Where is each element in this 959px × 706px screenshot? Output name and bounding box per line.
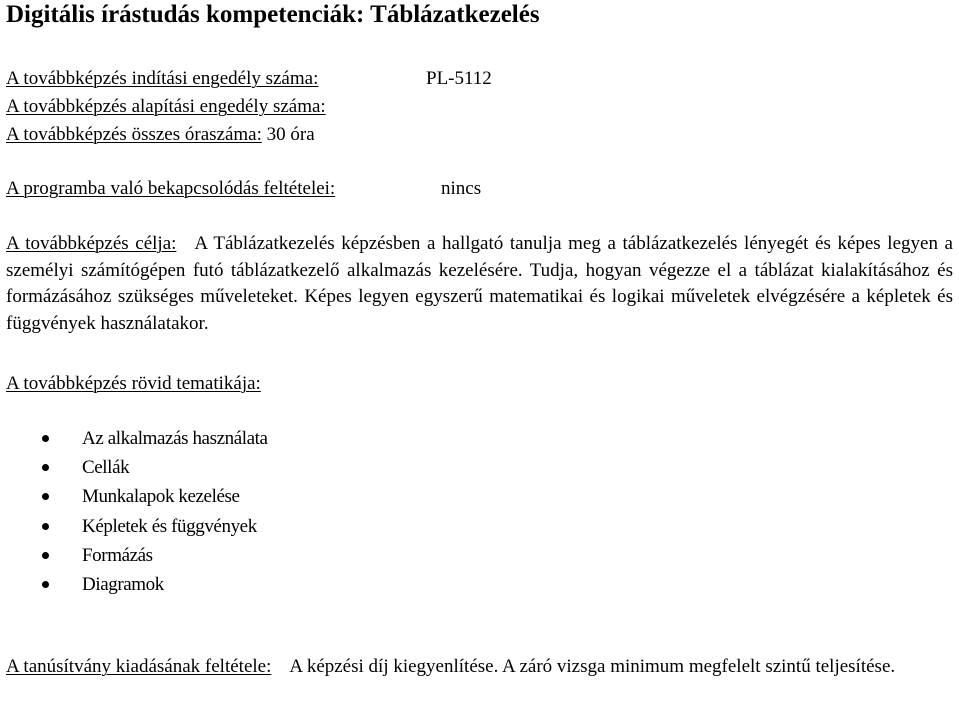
bullet-icon <box>42 581 49 588</box>
list-item <box>0 512 268 541</box>
bullet-icon <box>42 552 49 559</box>
list-item-text: Munkalapok kezelése <box>82 486 240 508</box>
founding-permit-label: A továbbképzés alapítási engedély száma: <box>6 96 326 117</box>
certificate-text: A képzési díj kiegyenlítése. A záró vizsga minimum megfelelt szintű teljesítése. <box>289 656 896 677</box>
certificate-label: A tanúsítvány kiadásának feltétele: <box>6 656 272 677</box>
list-item-text: Az alkalmazás használata <box>82 428 268 449</box>
bullet-icon <box>42 435 49 442</box>
bullet-icon <box>42 493 49 500</box>
certificate-paragraph <box>6 654 951 680</box>
topics-label: A továbbképzés rövid tematikája: <box>6 373 261 394</box>
total-hours-row <box>6 123 315 147</box>
entry-conditions-row <box>6 177 335 201</box>
total-hours-label: A továbbképzés összes óraszáma: <box>6 124 262 145</box>
bullet-icon <box>42 523 49 530</box>
start-permit-label: A továbbképzés indítási engedély száma: <box>6 68 319 89</box>
bullet-icon <box>42 464 49 471</box>
list-item <box>0 482 268 511</box>
list-item-text: Diagramok <box>82 573 164 595</box>
topics-heading-row <box>6 372 261 396</box>
list-item-text: Cellák <box>82 457 130 479</box>
goal-text: A Táblázatkezelés képzésben a hallgató tanulja meg a táblázatkezelés lényegét és képes legyen a személyi számítógépen futó táblázatkezelő alkalmazás kezelésére. Tudja, hogyan végezze el a táblázat kialakításához és formázásához szükséges műveleteket. Képes legyen egyszerű matematikai és logikai műveletek elvégzésére a képletek és függvények használatakor. <box>6 233 953 334</box>
total-hours-value: 30 óra <box>266 124 315 145</box>
start-permit-row <box>6 67 318 91</box>
list-item <box>0 541 268 570</box>
list-item-text: Képletek és függvények <box>82 515 257 537</box>
founding-permit-row <box>6 95 326 119</box>
topics-list <box>0 424 268 599</box>
list-item-text: Formázás <box>82 544 153 566</box>
list-item <box>0 570 268 599</box>
goal-paragraph <box>6 231 953 337</box>
entry-conditions-label: A programba való bekapcsolódás feltételei: <box>6 178 336 199</box>
goal-label: A továbbképzés célja: <box>6 233 177 254</box>
list-item <box>0 424 268 453</box>
page-title: Digitális írástudás kompetenciák: Táblázatkezelés <box>6 1 540 28</box>
list-item <box>0 453 268 482</box>
entry-conditions-value: nincs <box>441 178 482 199</box>
start-permit-value: PL-5112 <box>426 68 492 89</box>
